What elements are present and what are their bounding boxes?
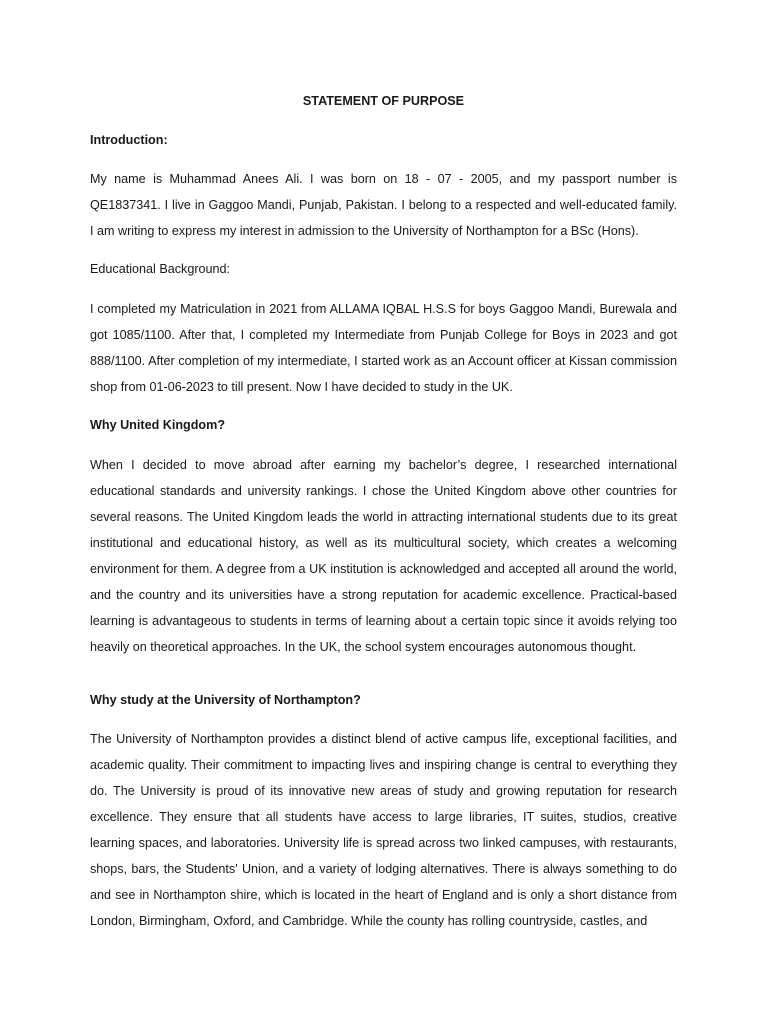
introduction-paragraph: My name is Muhammad Anees Ali. I was born on 18 - 07 - 2005, and my passport number is QE1837341. I live in Gaggoo Mandi, Punjab, Pakistan. I belong to a respected and well-educated family. I am writing to express my interest in admission to the University of Northampton for a BSc (Hons). <box>90 172 677 238</box>
education-heading: Educational Background: <box>90 262 231 276</box>
education-paragraph: I completed my Matriculation in 2021 from ALLAMA IQBAL H.S.S for boys Gaggoo Mandi, Burewala and got 1085/1100. After that, I completed my Intermediate from Punjab College for Boys in 2023 and got 888/1100. After completion of my intermediate, I started work as an Account officer at Kissan commission shop from 01-06-2023 to till present. Now I have decided to study in the UK. <box>90 302 677 394</box>
northampton-heading: Why study at the University of Northampton? <box>90 693 361 707</box>
uk-paragraph: When I decided to move abroad after earning my bachelor’s degree, I researched international educational standards and university rankings. I chose the United Kingdom above other countries for several reasons. The United Kingdom leads the world in attracting international students due to its great institutional and educational history, as well as its multicultural society, which creates a welcoming environment for them. A degree from a UK institution is acknowledged and accepted all around the world, and the country and its universities have a strong reputation for academic excellence. Practical-based learning is advantageous to students in terms of learning about a certain topic since it avoids relying too heavily on theoretical approaches. In the UK, the school system encourages autonomous thought. <box>90 458 677 654</box>
uk-heading: Why United Kingdom? <box>90 418 226 432</box>
document-title: STATEMENT OF PURPOSE <box>302 94 465 108</box>
introduction-heading: Introduction: <box>90 133 168 147</box>
northampton-paragraph: The University of Northampton provides a distinct blend of active campus life, exceptional facilities, and academic quality. Their commitment to impacting lives and inspiring change is central to everything they do. The University is proud of its innovative new areas of study and growing reputation for research excellence. They ensure that all students have access to large libraries, IT suites, studios, creative learning spaces, and laboratories. University life is spread across two linked campuses, with restaurants, shops, bars, the Students' Union, and a variety of lodging alternatives. There is always something to do and see in Northampton shire, which is located in the heart of England and is only a short distance from London, Birmingham, Oxford, and Cambridge. While the county has rolling countryside, castles, and <box>90 732 677 928</box>
